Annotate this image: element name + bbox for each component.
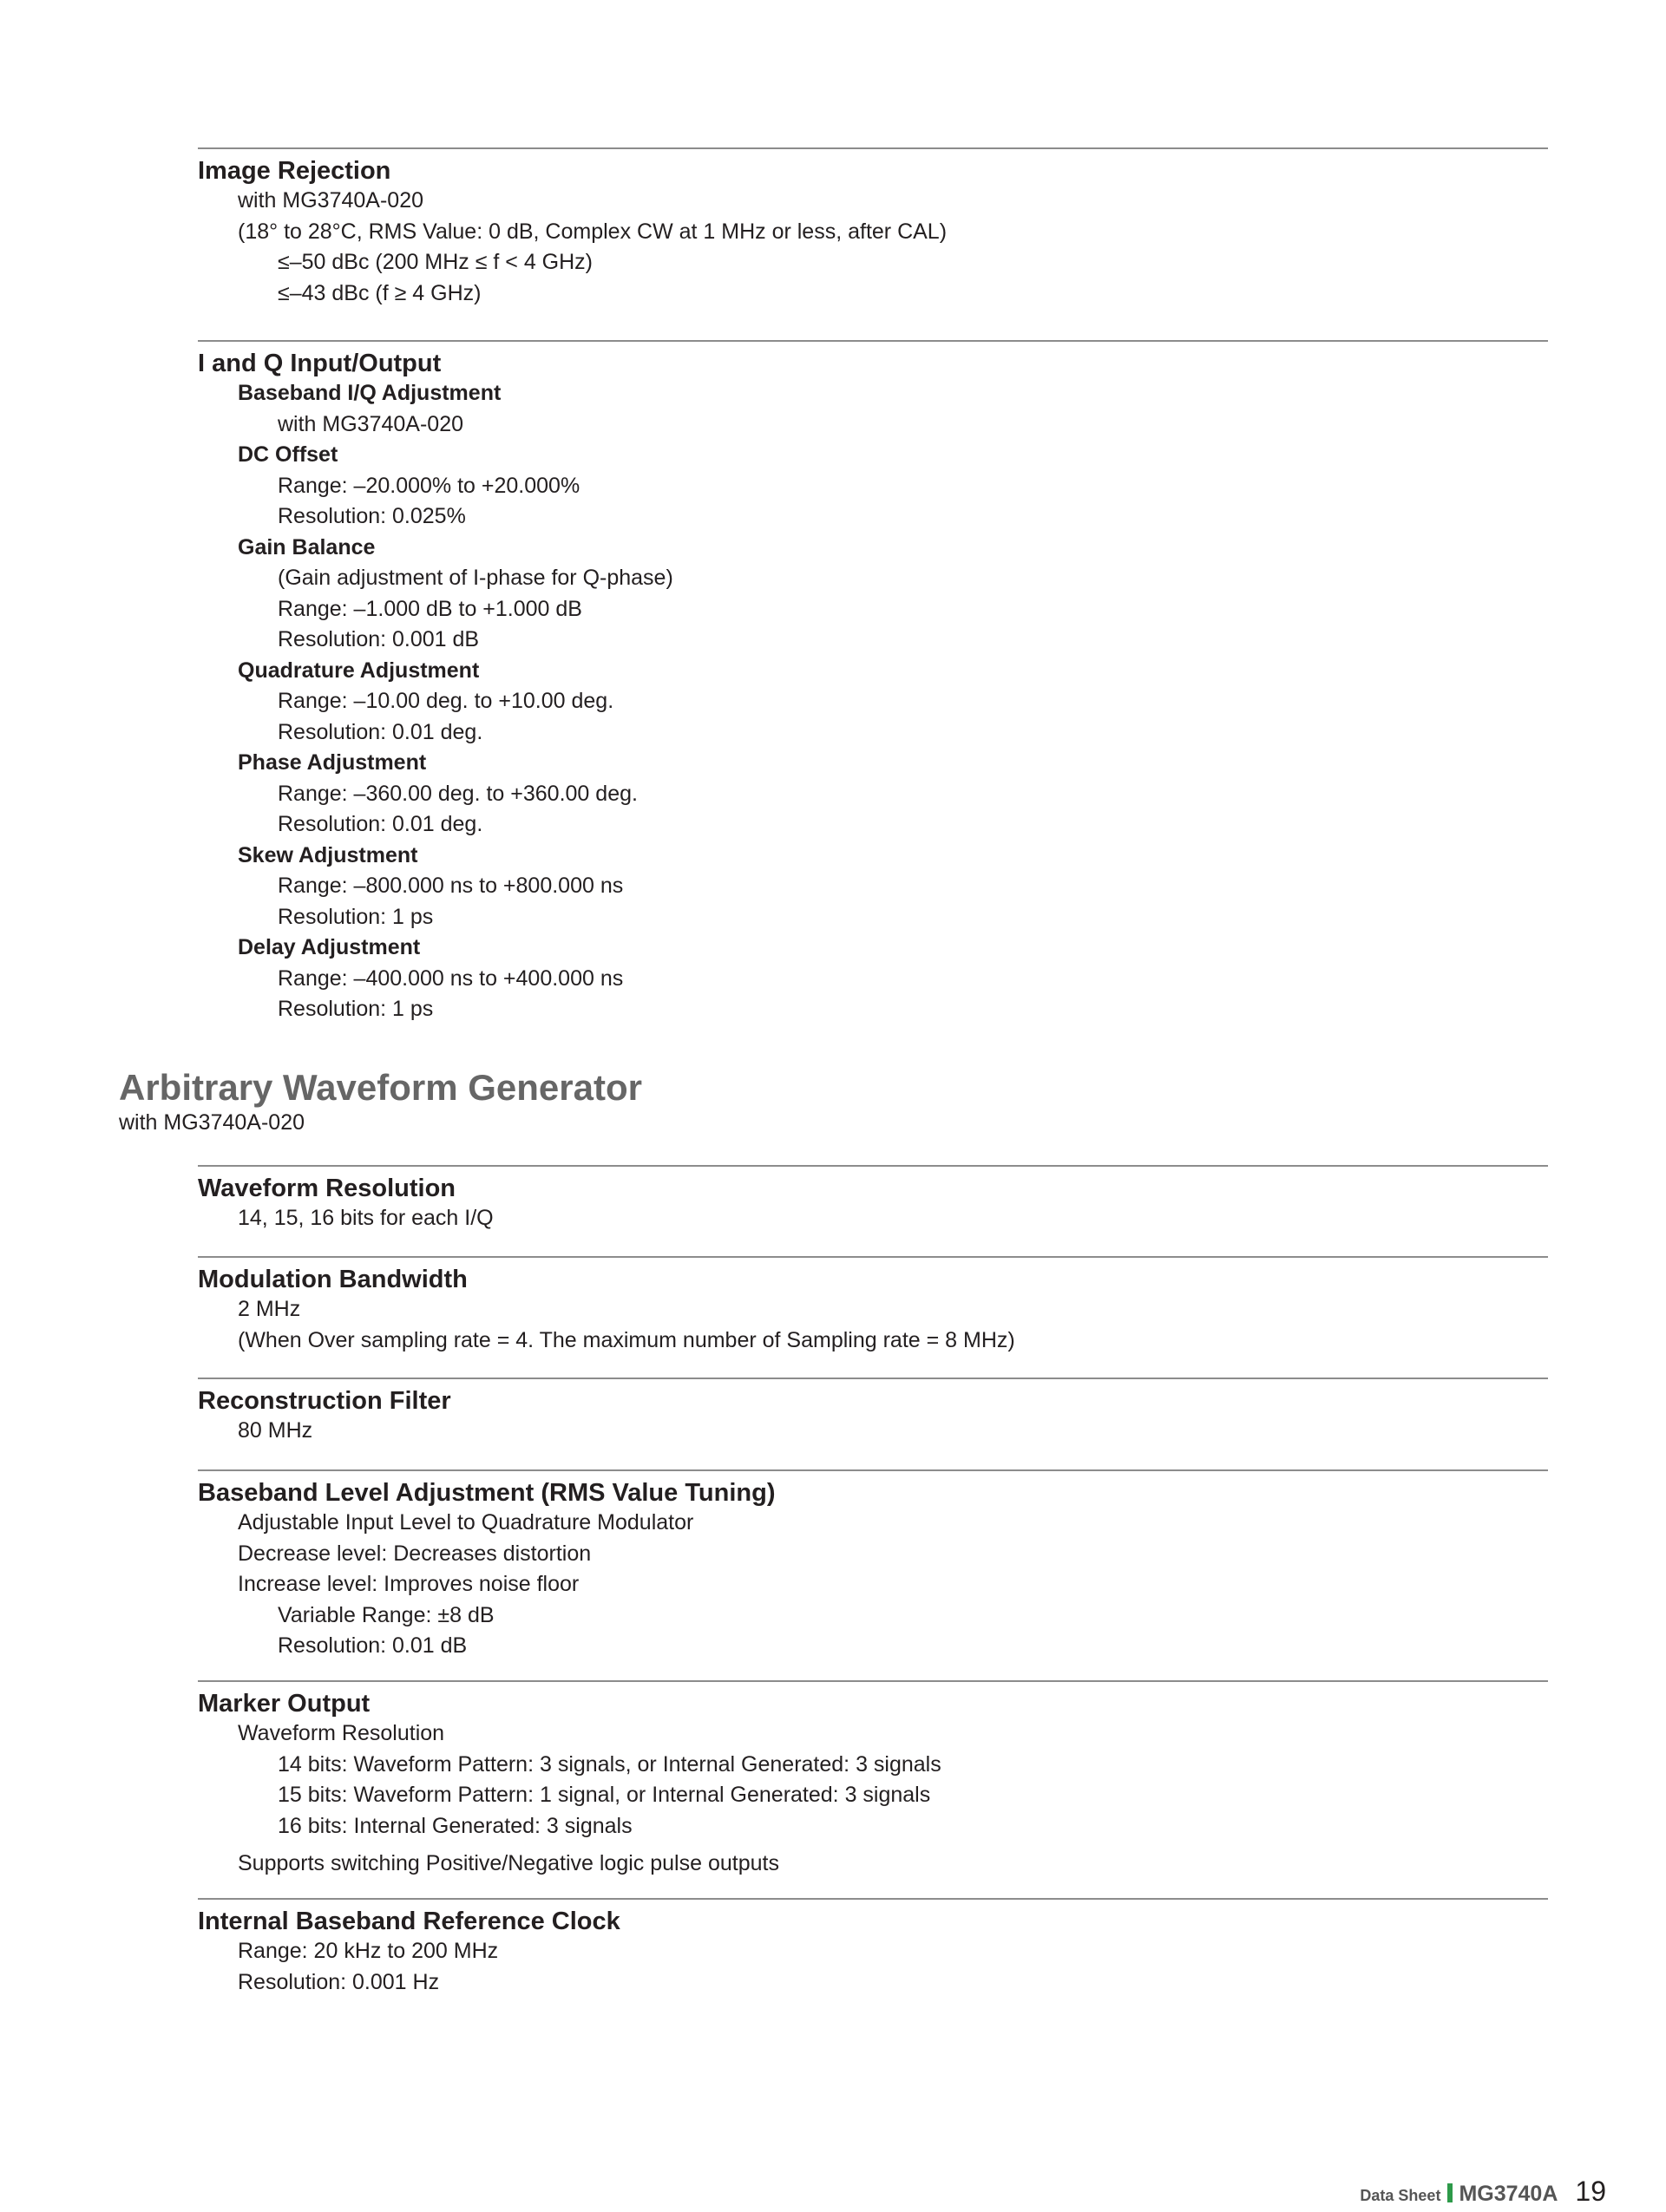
section-divider	[198, 1378, 1548, 1379]
spec-line: Adjustable Input Level to Quadrature Modulator	[238, 1510, 694, 1535]
spec-line: Resolution: 0.001 Hz	[238, 1969, 440, 1994]
subheading: Phase Adjustment	[238, 750, 427, 775]
spec-line: (18° to 28°C, RMS Value: 0 dB, Complex CW at 1 MHz or less, after CAL)	[238, 219, 948, 244]
spec-line: (When Over sampling rate = 4. The maximum number of Sampling rate = 8 MHz)	[238, 1327, 1015, 1352]
section-title: Image Rejection	[198, 157, 391, 185]
section-title: Reconstruction Filter	[198, 1387, 451, 1415]
section-divider	[198, 1256, 1548, 1258]
section-title: I and Q Input/Output	[198, 350, 442, 377]
spec-line: 80 MHz	[238, 1418, 313, 1443]
spec-line: Range: 20 kHz to 200 MHz	[238, 1939, 499, 1963]
spec-line: 14 bits: Waveform Pattern: 3 signals, or Internal Generated: 3 signals	[278, 1751, 941, 1777]
spec-line: Resolution: 1 ps	[278, 904, 434, 929]
spec-line: Variable Range: ±8 dB	[278, 1602, 495, 1627]
section-divider	[198, 1680, 1548, 1682]
page-number: 19	[1575, 2176, 1606, 2207]
section-internal-baseband-reference-clock	[198, 1898, 1548, 1998]
spec-line: Decrease level: Decreases distortion	[238, 1541, 592, 1566]
section-title: Modulation Bandwidth	[198, 1266, 468, 1293]
section-body	[198, 1718, 1548, 1880]
section-reconstruction-filter	[198, 1378, 1548, 1447]
spec-line: with MG3740A-020	[278, 411, 464, 436]
section-title: Waveform Resolution	[198, 1175, 456, 1202]
section-body	[198, 1294, 1548, 1356]
subheading: Skew Adjustment	[238, 842, 418, 867]
section-divider	[198, 147, 1548, 149]
spec-line: Waveform Resolution	[238, 1721, 445, 1745]
page-footer	[1360, 2176, 1606, 2208]
spec-line: Resolution: 0.001 dB	[278, 627, 480, 651]
section-body	[198, 378, 1548, 1025]
spec-line: Resolution: 0.01 deg.	[278, 812, 483, 836]
spec-line: ≤–43 dBc (f ≥ 4 GHz)	[278, 280, 482, 305]
chapter-subtitle: with MG3740A-020	[119, 1110, 305, 1135]
section-divider	[198, 1469, 1548, 1471]
section-title: Internal Baseband Reference Clock	[198, 1908, 620, 1935]
section-waveform-resolution	[198, 1165, 1548, 1234]
spec-line: Range: –360.00 deg. to +360.00 deg.	[278, 781, 638, 806]
section-body	[198, 1936, 1548, 1998]
section-divider	[198, 1898, 1548, 1900]
spec-line: Resolution: 0.01 dB	[278, 1633, 468, 1658]
spec-line: Range: –20.000% to +20.000%	[278, 473, 580, 498]
spec-line: 2 MHz	[238, 1297, 301, 1321]
spec-line: Range: –800.000 ns to +800.000 ns	[278, 874, 624, 898]
spec-line: 14, 15, 16 bits for each I/Q	[238, 1206, 494, 1230]
section-title: Marker Output	[198, 1690, 371, 1718]
subheading: Gain Balance	[238, 534, 376, 560]
spec-line: Range: –400.000 ns to +400.000 ns	[278, 965, 624, 991]
spec-line: ≤–50 dBc (200 MHz ≤ f < 4 GHz)	[278, 250, 593, 274]
spacer	[198, 1842, 1548, 1849]
section-title: Baseband Level Adjustment (RMS Value Tuning)	[198, 1479, 776, 1507]
spec-line: Range: –1.000 dB to +1.000 dB	[278, 596, 582, 621]
spec-line: with MG3740A-020	[238, 188, 424, 213]
section-divider	[198, 1165, 1548, 1167]
section-body	[198, 1508, 1548, 1662]
section-body	[198, 1416, 1548, 1447]
spec-line: 15 bits: Waveform Pattern: 1 signal, or Internal Generated: 3 signals	[278, 1783, 931, 1807]
section-iq-input-output	[198, 340, 1548, 1025]
footer-label: Data Sheet	[1360, 2187, 1441, 2204]
spec-line: (Gain adjustment of I-phase for Q-phase)	[278, 566, 673, 590]
section-marker-output	[198, 1680, 1548, 1880]
subheading: DC Offset	[238, 442, 338, 467]
spec-line: Increase level: Improves noise floor	[238, 1572, 580, 1596]
chapter-title: Arbitrary Waveform Generator	[119, 1067, 642, 1108]
footer-accent-bar	[1447, 2183, 1453, 2202]
spec-line: Supports switching Positive/Negative logic pulse outputs	[238, 1851, 779, 1875]
section-image-rejection	[198, 147, 1548, 309]
section-baseband-level-adjustment	[198, 1469, 1548, 1662]
spec-line: Resolution: 0.01 deg.	[278, 719, 483, 744]
subheading: Delay Adjustment	[238, 935, 421, 959]
section-modulation-bandwidth	[198, 1256, 1548, 1356]
spec-line: Resolution: 0.025%	[278, 504, 466, 528]
section-body	[198, 1203, 1548, 1234]
footer-model: MG3740A	[1459, 2182, 1558, 2206]
spec-line: 16 bits: Internal Generated: 3 signals	[278, 1813, 633, 1838]
section-body	[198, 186, 1548, 309]
subheading: Baseband I/Q Adjustment	[238, 381, 502, 405]
spec-line: Range: –10.00 deg. to +10.00 deg.	[278, 689, 614, 713]
section-divider	[198, 340, 1548, 342]
spec-line: Resolution: 1 ps	[278, 997, 434, 1021]
subheading: Quadrature Adjustment	[238, 658, 480, 683]
